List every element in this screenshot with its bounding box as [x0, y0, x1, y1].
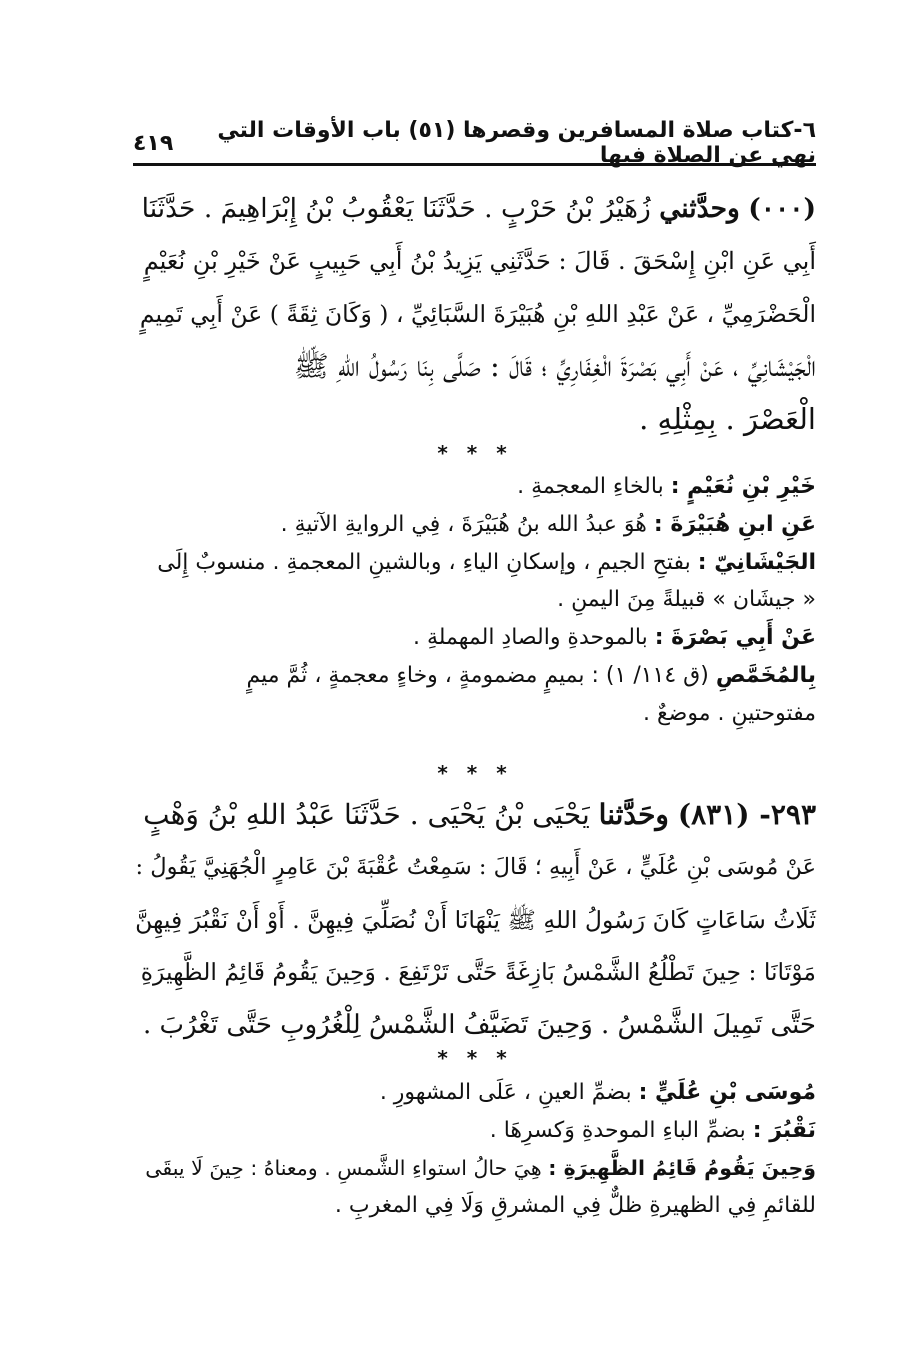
note-entry	[133, 619, 816, 657]
hadith-1-line-3: الْحَضْرَمِيِّ ، عَنْ عَبْدِ اللهِ بْنِ هُبَيْرَةَ السَّبَائِيِّ ، ( وَكَانَ ثِقَةً ) عَنْ أَبِي تَمِيمٍ	[139, 299, 816, 328]
note-entry	[133, 544, 816, 582]
note-term: عَنِ ابنِ هُبَيْرَةَ :	[653, 511, 816, 537]
note-text: هِيَ حالُ استواءِ الشَّمسِ . ومعناهُ : حِينَ لَا يبقَى	[145, 1155, 542, 1180]
note-text: (ق ١١٤/ ١) : بميمٍ مضمومةٍ ، وخاءٍ معجمةٍ ، ثُمَّ ميمٍ	[246, 662, 709, 688]
notes-2	[133, 1074, 816, 1225]
note-text: بضمِّ الباءِ الموحدةِ وَكسرِهَا .	[489, 1117, 746, 1143]
hadith-2-line-4: مَوْتَانَا : حِينَ تَطْلُعُ الشَّمْسُ بَازِغَةً حَتَّى تَرْتَفِعَ . وَحِينَ يَقُومُ قَائِمُ الظَّهِيرَةِ	[140, 958, 816, 987]
note-entry	[133, 506, 816, 544]
note-term: الجَيْشَانِيّ :	[697, 549, 816, 575]
separator-1: * * *	[437, 441, 513, 465]
hadith-1-line-1	[133, 183, 816, 235]
note-entry	[133, 468, 816, 506]
hadith-1-line-4: الْجَيْشَانِيِّ ، عَنْ أَبِي بَصْرَةَ الْغِفَارِيِّ ؛ قَالَ : صَلَّى بِنَا رَسُولُ اللهِ ﷺ	[293, 349, 816, 384]
header-rule	[133, 163, 816, 166]
hadith-2-line-1	[133, 789, 816, 841]
separator-3: * * *	[437, 1046, 513, 1070]
running-header	[133, 118, 816, 168]
note-entry	[133, 1150, 816, 1188]
hadith-lead: وحدَّثني	[659, 193, 740, 224]
note-text: بضمِّ العينِ ، عَلَى المشهورِ .	[379, 1080, 632, 1105]
note-continuation: للقائمِ فِي الظهيرةِ ظلٌّ فِي المشرقِ وَلَا فِي المغربِ .	[334, 1193, 816, 1219]
note-term: خَيْرِ بْنِ نُعَيْمٍ :	[670, 474, 816, 499]
note-text: بالخاءِ المعجمةِ .	[517, 474, 664, 499]
note-term: نَقْبُرَ :	[752, 1117, 816, 1143]
note-term: عَنْ أَبِي بَصْرَةَ :	[654, 625, 816, 651]
note-continuation: « جيشَان » قبيلةً مِنَ اليمنِ .	[557, 587, 816, 613]
chapter-title: ٦-كتاب صلاة المسافرين وقصرها (٥١) باب الأوقات التي نهي عن الصلاة فيها	[217, 118, 816, 168]
note-text: بالموحدةِ والصادِ المهملةِ .	[412, 625, 648, 651]
separator-2: * * *	[437, 761, 513, 785]
note-term: وَحِينَ يَقُومُ قَائِمُ الظَّهِيرَةِ :	[548, 1155, 816, 1180]
hadith-number: ٢٩٣- (٨٣١)	[677, 798, 816, 831]
hadith-number: (٠٠٠)	[748, 193, 816, 224]
hadith-2-line-2: عَنْ مُوسَى بْنِ عُلَيٍّ ، عَنْ أَبِيهِ ؛ قَالَ : سَمِعْتُ عُقْبَةَ بْنَ عَامِرٍ الْجُهَنِيَّ يَقُولُ :	[135, 854, 816, 881]
hadith-1-line-2: أَبِي عَنِ ابْنِ إِسْحَقَ . قَالَ : حَدَّثَنِي يَزِيدُ بْنُ أَبِي حَبِيبٍ عَنْ خَيْرِ بْنِ نُعَيْمٍ	[143, 247, 816, 276]
hadith-1	[133, 183, 816, 445]
note-entry	[133, 1074, 816, 1112]
hadith-2-line-3: ثَلَاثُ سَاعَاتٍ كَانَ رَسُولُ اللهِ ﷺ يَنْهَانَا أَنْ نُصَلِّيَ فِيهِنَّ . أَوْ أَنْ نَقْبُرَ فِيهِنَّ	[135, 905, 816, 934]
note-text: بفتحِ الجيمِ ، وإسكانِ الياءِ ، وبالشينِ المعجمةِ . منسوبٌ إِلَى	[157, 549, 691, 575]
page-number: ٤١٩	[133, 130, 174, 156]
note-text: هُوَ عبدُ الله بنُ هُبَيْرَةَ ، فِي الروايةِ الآتيةِ .	[280, 511, 647, 537]
hadith-2-line-5: حَتَّى تَمِيلَ الشَّمْسُ . وَحِينَ تَضَيَّفُ الشَّمْسُ لِلْغُرُوبِ حَتَّى تَغْرُبَ .	[142, 1009, 816, 1040]
hadith-2	[133, 789, 816, 1051]
hadith-lead: وحَدَّثنا	[598, 798, 669, 831]
note-term: بِالمُخَمَّصِ	[715, 662, 816, 688]
hadith-1-line-5: الْعَصْرَ . بِمِثْلِهِ .	[639, 401, 816, 436]
hadith-text: زُهَيْرُ بْنُ حَرْبٍ . حَدَّثَنَا يَعْقُوبُ بْنُ إِبْرَاهِيمَ . حَدَّثَنَا	[141, 193, 651, 224]
note-continuation: مفتوحتينِ . موضعٌ .	[642, 700, 816, 726]
note-entry	[133, 657, 816, 695]
hadith-text: يَحْيَى بْنُ يَحْيَى . حَدَّثَنَا عَبْدُ اللهِ بْنُ وَهْبٍ	[143, 798, 590, 831]
note-entry	[133, 1112, 816, 1150]
note-term: مُوسَى بْنِ عُلَيٍّ :	[638, 1080, 816, 1105]
notes-1	[133, 468, 816, 733]
